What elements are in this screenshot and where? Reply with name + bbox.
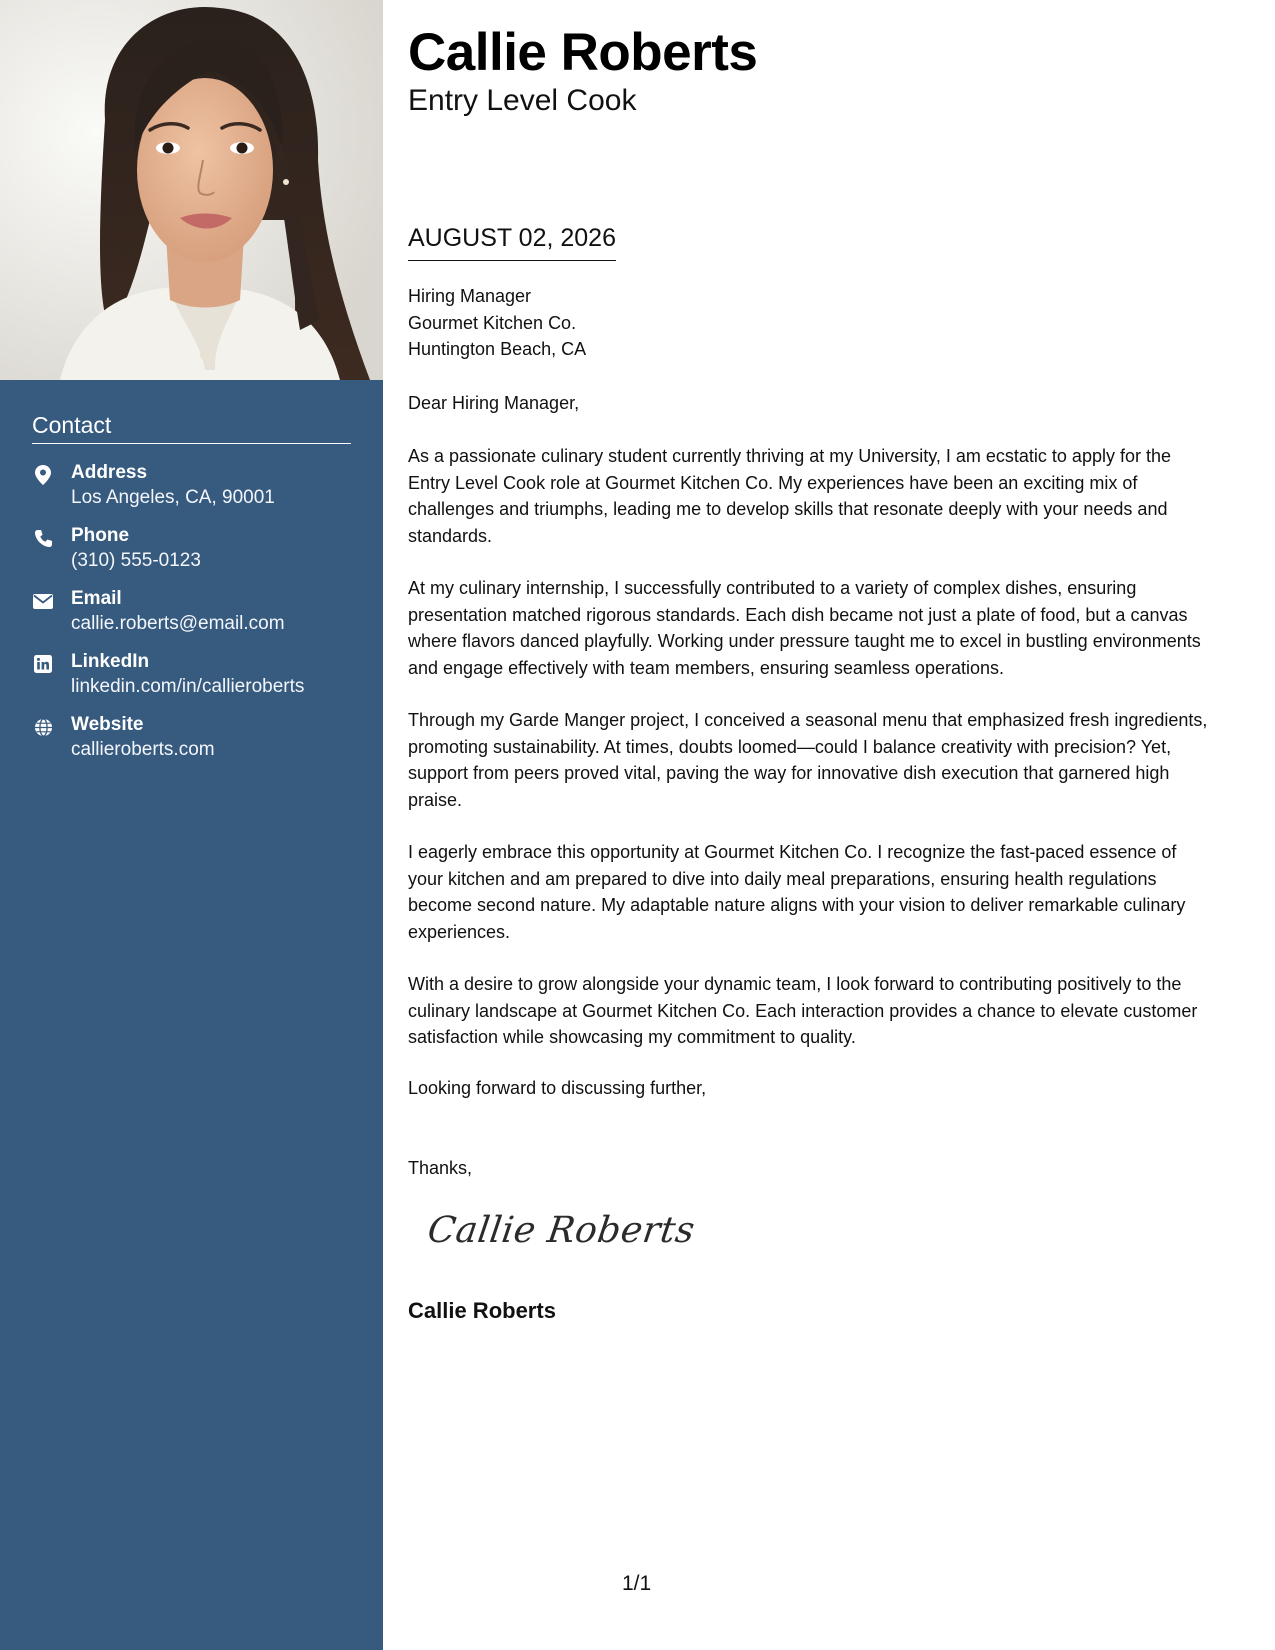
signature-text: Callie Roberts <box>425 1210 698 1251</box>
profile-photo-illustration <box>0 0 383 380</box>
paragraph <box>408 443 1242 549</box>
recipient-line: Huntington Beach, CA <box>408 339 587 359</box>
recipient-line: Hiring Manager <box>408 286 532 306</box>
paragraph-line: become second nature. My adaptable nature aligns with your vision to deliver remarkable culinary <box>408 895 1186 915</box>
closing-line: Looking forward to discussing further, <box>408 1078 707 1098</box>
phone-icon <box>32 527 54 549</box>
paragraph-line: Through my Garde Manger project, I conceived a seasonal menu that emphasized fresh ingredients, <box>408 710 1208 730</box>
linkedin-icon <box>32 653 54 675</box>
signer-name: Callie Roberts <box>408 1298 556 1323</box>
contact-value: Los Angeles, CA, 90001 <box>71 487 275 508</box>
paragraph-line: promoting sustainability. At times, doubts loomed—could I balance creativity with precision? Yet, <box>408 736 1172 757</box>
paragraph-line: experiences. <box>408 921 511 942</box>
contact-website <box>32 714 362 768</box>
letter-date: AUGUST 02, 2026 <box>408 224 616 261</box>
paragraph-line: and engage effectively with team members, ensuring seamless operations. <box>408 657 1004 678</box>
salutation: Dear Hiring Manager, <box>408 393 580 413</box>
paragraph-line: challenges and triumphs, leading me to develop skills that resonate deeply with your needs and <box>408 499 1168 519</box>
paragraph <box>408 707 1242 813</box>
profile-photo <box>0 0 383 380</box>
paragraph-line: presentation matched rigorous standards. Each dish became not just a plate of food, but a canvas <box>408 604 1188 625</box>
applicant-name: Callie Roberts <box>408 23 758 82</box>
envelope-icon <box>32 590 54 612</box>
paragraph-line: I eagerly embrace this opportunity at Gourmet Kitchen Co. I recognize the fast-paced essence of <box>408 842 1177 862</box>
paragraph-line: standards. <box>408 525 493 546</box>
paragraph-line: your kitchen and am prepared to dive into daily meal preparations, ensuring health regulations <box>408 868 1157 889</box>
contact-phone <box>32 525 362 579</box>
contact-label: Phone <box>71 525 130 546</box>
job-title: Entry Level Cook <box>408 84 637 117</box>
page-number: 1/1 <box>622 1572 652 1595</box>
contact-label: Website <box>71 714 144 735</box>
paragraph-line: where flavors danced playfully. Working under pressure taught me to excel in bustling environments <box>408 631 1201 651</box>
map-pin-icon <box>32 464 54 486</box>
contact-value: (310) 555-0123 <box>71 550 201 571</box>
paragraph-line: satisfaction while showcasing my commitment to quality. <box>408 1027 856 1047</box>
paragraph-line: With a desire to grow alongside your dynamic team, I look forward to contributing positively to the <box>408 974 1182 994</box>
globe-icon <box>32 716 54 738</box>
contact-label: LinkedIn <box>71 651 150 672</box>
paragraph-line: As a passionate culinary student currently thriving at my University, I am ecstatic to apply for the <box>408 446 1171 466</box>
handwritten-signature <box>425 1210 698 1251</box>
contact-value: callie.roberts@email.com <box>71 613 285 634</box>
contact-linkedin <box>32 651 362 705</box>
paragraph <box>408 575 1242 681</box>
contact-address <box>32 462 362 516</box>
contact-value[interactable]: callieroberts.com <box>71 739 215 760</box>
contact-value[interactable]: linkedin.com/in/callieroberts <box>71 676 305 697</box>
contact-heading: Contact <box>32 412 351 444</box>
paragraph-line: culinary landscape at Gourmet Kitchen Co. Each interaction provides a chance to elevate customer <box>408 1000 1198 1021</box>
contact-email <box>32 588 362 642</box>
paragraph-line: At my culinary internship, I successfully contributed to a variety of complex dishes, ensuring <box>408 578 1137 598</box>
recipient-block <box>408 283 586 363</box>
paragraph-line: praise. <box>408 789 463 810</box>
paragraph-line: support from peers proved vital, paving the way for innovative dish execution that garnered high <box>408 763 1170 783</box>
sidebar <box>0 0 383 1650</box>
sign-off: Thanks, <box>408 1158 473 1178</box>
paragraph <box>408 839 1242 945</box>
contact-label: Address <box>71 462 148 483</box>
paragraph <box>408 971 1242 1051</box>
recipient-line: Gourmet Kitchen Co. <box>408 312 577 333</box>
contact-label: Email <box>71 588 122 609</box>
paragraph-line: Entry Level Cook role at Gourmet Kitchen Co. My experiences have been an exciting mix of <box>408 472 1138 493</box>
